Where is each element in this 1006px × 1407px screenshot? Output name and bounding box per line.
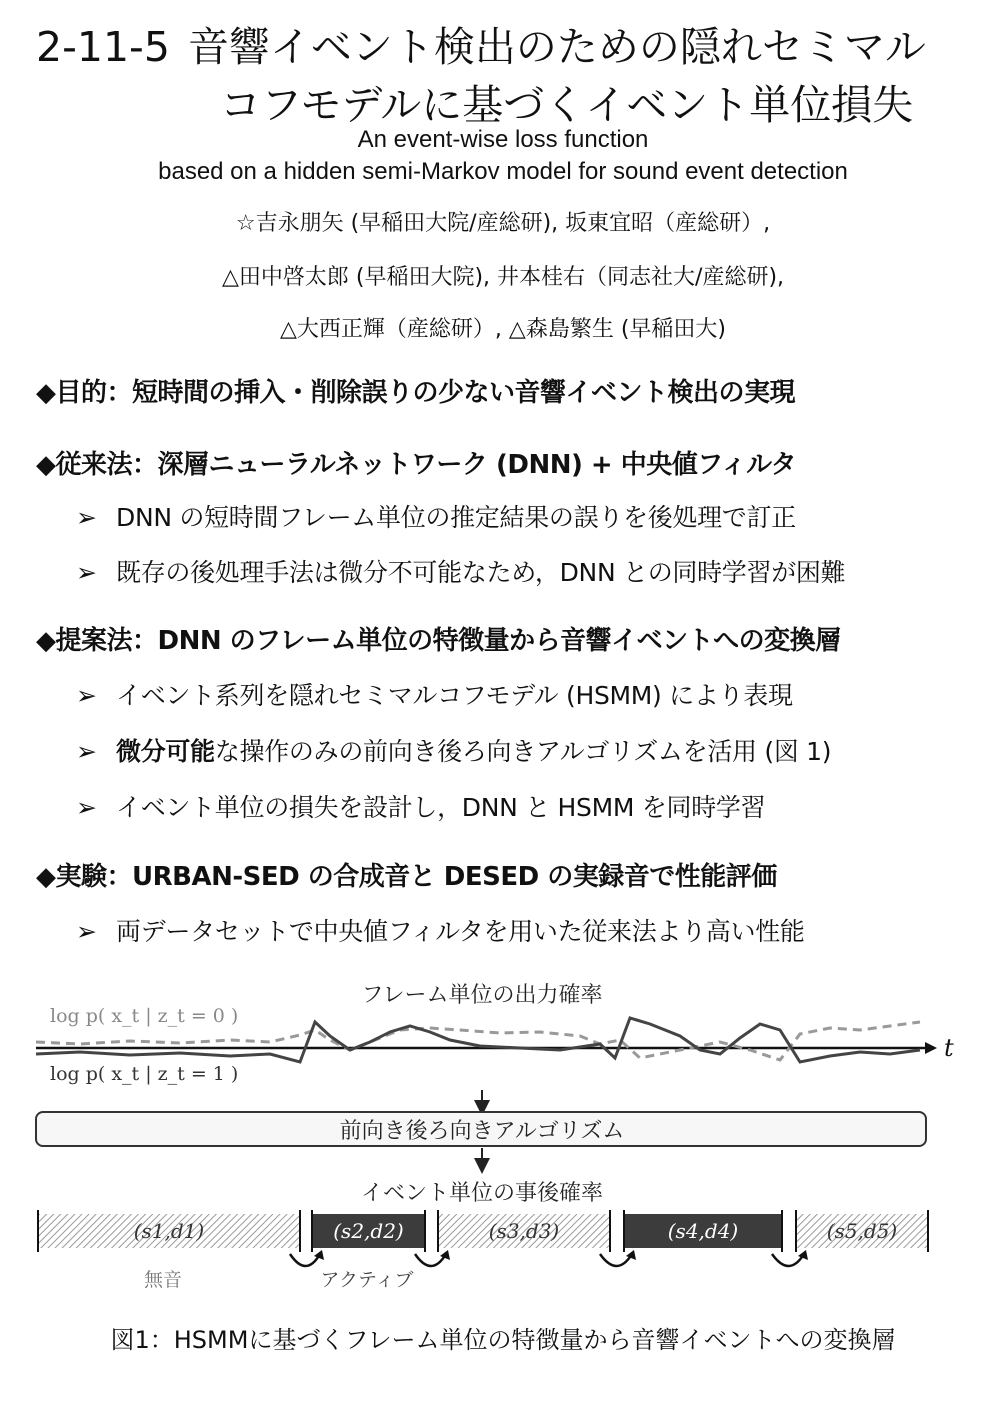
authors-line-1: ☆吉永朋矢 (早稲田大院/産総研), 坂東宜昭（産総研）, — [235, 211, 771, 236]
arrow-bullet-icon: ➢ — [76, 503, 97, 532]
paper-number: 2-11-5 — [36, 23, 170, 71]
arrow-bullet-icon: ➢ — [76, 793, 97, 822]
bullet-proposed-2 — [76, 732, 831, 768]
arrow-bullet-icon: ➢ — [76, 737, 97, 766]
arrow-bullet-icon: ➢ — [76, 681, 97, 710]
bullet-text: 既存の後処理手法は微分不可能なため，DNN との同時学習が困難 — [116, 558, 846, 587]
title-line-2: コフモデルに基づくイベント単位損失 — [220, 81, 914, 129]
figure-caption: 図1：HSMMに基づくフレーム単位の特徴量から音響イベントへの変換層 — [110, 1326, 896, 1354]
transition-arrows — [290, 1250, 808, 1266]
authors-line-3: △大西正輝（産総研）, △森島繁生 (早稲田大) — [280, 317, 726, 342]
frame-prob-title: フレーム単位の出力確率 — [361, 983, 603, 1008]
bullet-proposed-1 — [76, 676, 793, 712]
bullet-conventional-2 — [76, 553, 845, 589]
label-z0: log p( x_t | z_t = 0 ) — [50, 1005, 239, 1027]
arrow-bullet-icon: ➢ — [76, 917, 97, 946]
bullet-text: な操作のみの前向き後ろ向きアルゴリズムを活用 (図 1) — [214, 737, 832, 766]
english-title-1: An event-wise loss function — [357, 126, 649, 153]
silence-label: 無音 — [143, 1269, 183, 1291]
axis-t-label: t — [944, 1034, 954, 1062]
segment-label-5: (s5,d5) — [826, 1219, 898, 1243]
bullet-text: DNN の短時間フレーム単位の推定結果の誤りを後処理で訂正 — [116, 503, 796, 532]
bullet-conventional-1 — [76, 498, 796, 534]
authors-line-2: △田中啓太郎 (早稲田大院), 井本桂右（同志社大/産総研), — [221, 265, 785, 290]
english-title-2: based on a hidden semi-Markov model for sound event detection — [158, 158, 848, 185]
bullet-text: イベント単位の損失を設計し，DNN と HSMM を同時学習 — [116, 793, 766, 822]
title-text-1: 音響イベント検出のための隠れセミマル — [187, 23, 926, 71]
label-z1: log p( x_t | z_t = 1 ) — [50, 1063, 239, 1085]
section-purpose: ◆目的：短時間の挿入・削除誤りの少ない音響イベント検出の実現 — [36, 378, 795, 408]
arrow-bullet-icon: ➢ — [76, 558, 97, 587]
bullet-experiment-1 — [76, 912, 805, 948]
bullet-text: 両データセットで中央値フィルタを用いた従来法より高い性能 — [116, 917, 805, 946]
time-axis-arrow-icon — [925, 1042, 937, 1054]
active-label: アクティブ — [320, 1269, 414, 1291]
segment-label-2: (s2,d2) — [333, 1219, 404, 1243]
bullet-text: イベント系列を隠れセミマルコフモデル (HSMM) により表現 — [116, 681, 793, 710]
segment-label-3: (s3,d3) — [488, 1219, 560, 1243]
event-prob-title: イベント単位の事後確率 — [360, 1181, 604, 1206]
section-experiment: ◆実験：URBAN-SED の合成音と DESED の実録音で性能評価 — [36, 862, 777, 892]
segment-label-4: (s4,d4) — [667, 1219, 739, 1243]
title-line-1 — [36, 14, 926, 73]
bullet-bold-text: 微分可能 — [116, 737, 215, 766]
figure-1 — [0, 970, 1006, 1330]
section-conventional: ◆従来法：深層ニューラルネットワーク (DNN) + 中央値フィルタ — [36, 450, 797, 480]
section-proposed: ◆提案法：DNN のフレーム単位の特徴量から音響イベントへの変換層 — [36, 626, 841, 656]
segment-label-1: (s1,d1) — [133, 1219, 205, 1243]
bullet-proposed-3 — [76, 788, 765, 824]
algorithm-box-label: 前向き後ろ向きアルゴリズム — [339, 1119, 625, 1144]
segment-bar — [38, 1210, 928, 1252]
